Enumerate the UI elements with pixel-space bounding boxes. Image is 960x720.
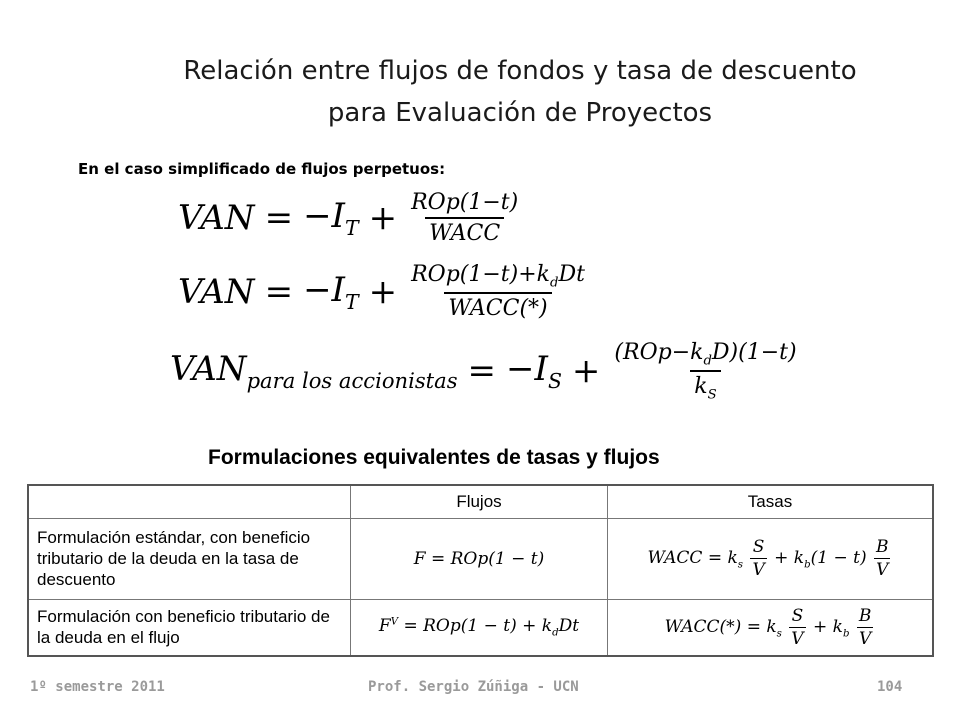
row1-flujo: F = ROp(1 − t) [351,519,608,600]
row2-flujo: $F^V = ROp(1 - t) + k_dDt$ [351,599,608,656]
title-line-1: Relación entre flujos de fondos y tasa de descuento [183,56,857,86]
eq3-denominator: $k_S$ [690,370,720,402]
footer-page-number: 104 [877,679,903,695]
section-subtitle: En el caso simplificado de flujos perpetuos: [78,160,446,178]
footer-semester: 1º semestre 2011 [30,679,165,695]
table-header-row [28,485,933,519]
eq3-fraction [610,340,800,403]
table-header-empty [28,485,351,519]
eq2-investment: $-I_T$ [303,269,359,314]
table-header-flujos: Flujos [351,485,608,519]
formulations-table [27,484,934,657]
equation-van-wacc-star [178,262,589,321]
eq1-fraction [407,190,522,246]
eq3-numerator: $(ROp-k_dD)(1-t)$ [614,340,797,369]
table-row [28,599,933,656]
footer-author: Prof. Sergio Zúñiga - UCN [368,679,579,695]
eq2-numerator: $ROp(1-t)+k_dDt$ [411,262,585,291]
eq1-plus: + [368,198,398,238]
eq1-lhs: VAN [178,198,255,238]
eq3-lhs: $VAN_{para los accionistas}$ [170,349,458,394]
table-header-tasas: Tasas [608,485,934,519]
equation-van-wacc [178,190,522,246]
row1-description: Formulación estándar, con beneficio tributario de la deuda en la tasa de descuento [28,519,351,600]
table-row [28,519,933,600]
eq1-denominator: WACC [425,217,504,246]
eq2-equals: = [264,271,294,312]
eq3-equals: = [467,351,497,392]
eq1-equals: = [264,198,294,238]
eq2-fraction [407,262,589,321]
eq1-investment: $-I_T$ [303,196,359,240]
eq2-lhs: VAN [178,271,255,312]
eq3-investment: $-I_S$ [506,349,562,394]
page-title [100,50,940,134]
table-title: Formulaciones equivalentes de tasas y flujos [208,446,660,469]
eq3-plus: + [571,351,601,392]
row2-description: Formulación con beneficio tributario de la deuda en el flujo [28,599,351,656]
equation-van-accionistas [170,340,801,403]
row2-tasa: WACC(*) = $k_s$ $\frac{S}{V}$ + $k_b$ $\frac{B}{V}$ [608,599,934,656]
eq2-plus: + [368,271,398,312]
title-line-2: para Evaluación de Proyectos [327,98,713,128]
row1-tasa: WACC = $k_s$ $\frac{S}{V}$ + $k_b(1 - t)$ $\frac{B}{V}$ [608,519,934,600]
eq1-numerator: ROp(1−t) [411,190,519,215]
eq2-denominator: WACC(*) [444,292,551,321]
